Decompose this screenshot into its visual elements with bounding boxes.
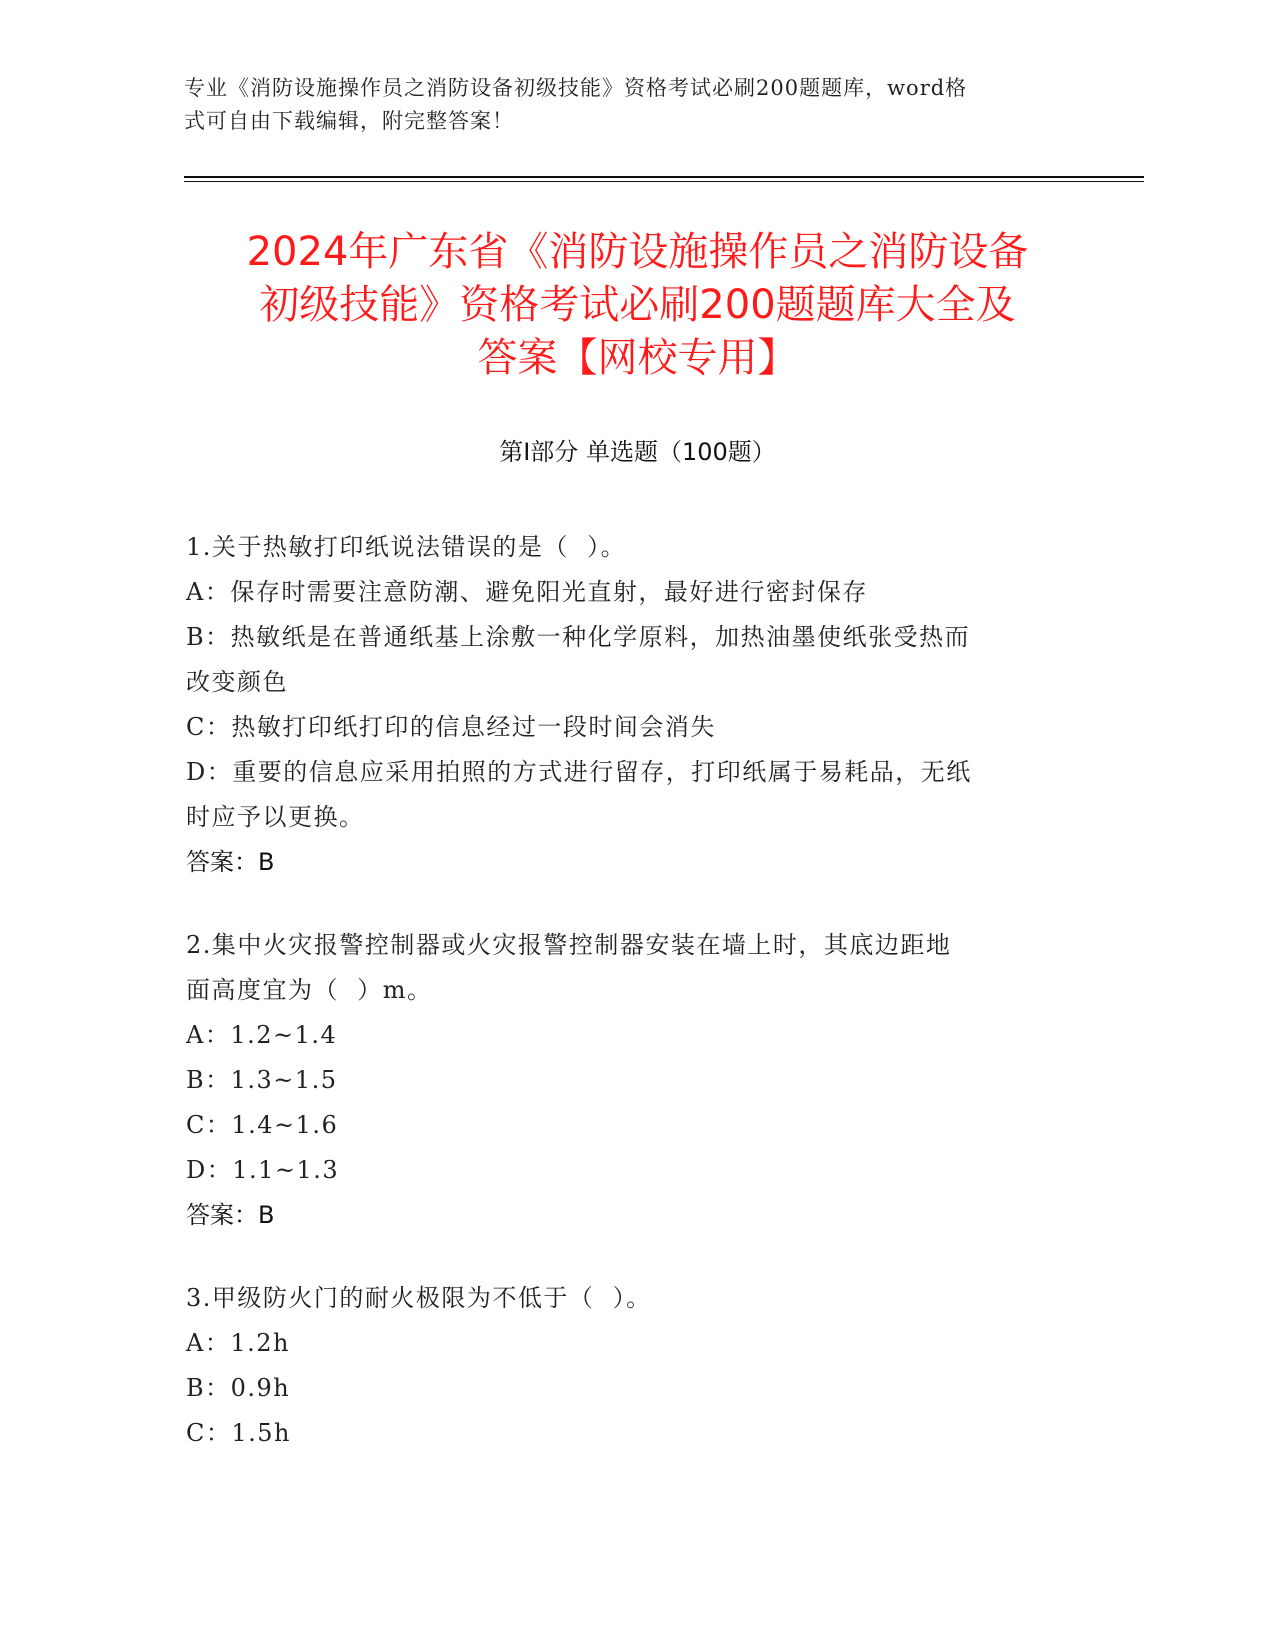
section-title: 第Ⅰ部分 单选题（100题） [499, 438, 776, 466]
question-2 [186, 923, 1066, 1238]
document-title-line-3: 答案【网校专用】 [477, 335, 798, 381]
header-note-line-2: 式可自由下载编辑，附完整答案！ [184, 109, 514, 133]
header-divider-thin [184, 181, 1144, 182]
header-note [184, 72, 1064, 138]
question-3 [186, 1276, 1066, 1456]
question-1 [186, 525, 1066, 885]
option-a: A：1.2~1.4 [186, 1021, 338, 1049]
document-title [130, 226, 1145, 385]
question-stem: 1.关于热敏打印纸说法错误的是（ ）。 [186, 533, 627, 561]
option-c: C：1.4~1.6 [186, 1111, 339, 1139]
option-a: A：保存时需要注意防潮、避免阳光直射，最好进行密封保存 [186, 578, 868, 606]
option-b: B：热敏纸是在普通纸基上涂敷一种化学原料，加热油墨使纸张受热而 [186, 623, 971, 651]
option-d-continued: 时应予以更换。 [186, 803, 365, 831]
option-d: D：重要的信息应采用拍照的方式进行留存，打印纸属于易耗品，无纸 [186, 758, 972, 786]
answer-line: 答案：B [186, 1201, 275, 1229]
question-stem: 3.甲级防火门的耐火极限为不低于（ ）。 [186, 1284, 652, 1312]
option-d: D：1.1~1.3 [186, 1156, 340, 1184]
answer-line: 答案：B [186, 848, 275, 876]
header-note-line-1: 专业《消防设施操作员之消防设备初级技能》资格考试必刷200题题库，word格 [184, 76, 968, 100]
document-title-line-1: 2024年广东省《消防设施操作员之消防设备 [246, 229, 1029, 275]
option-c: C：热敏打印纸打印的信息经过一段时间会消失 [186, 713, 716, 741]
question-stem-continued: 面高度宜为（ ）m。 [186, 976, 433, 1004]
question-list [186, 525, 1066, 1494]
option-b-continued: 改变颜色 [186, 668, 288, 696]
option-a: A：1.2h [186, 1329, 290, 1357]
option-b: B：0.9h [186, 1374, 291, 1402]
header-divider-thick [184, 176, 1144, 178]
option-b: B：1.3~1.5 [186, 1066, 338, 1094]
document-title-line-2: 初级技能》资格考试必刷200题题库大全及 [259, 282, 1016, 328]
question-stem: 2.集中火灾报警控制器或火灾报警控制器安装在墙上时，其底边距地 [186, 931, 952, 959]
option-c: C：1.5h [186, 1419, 291, 1447]
